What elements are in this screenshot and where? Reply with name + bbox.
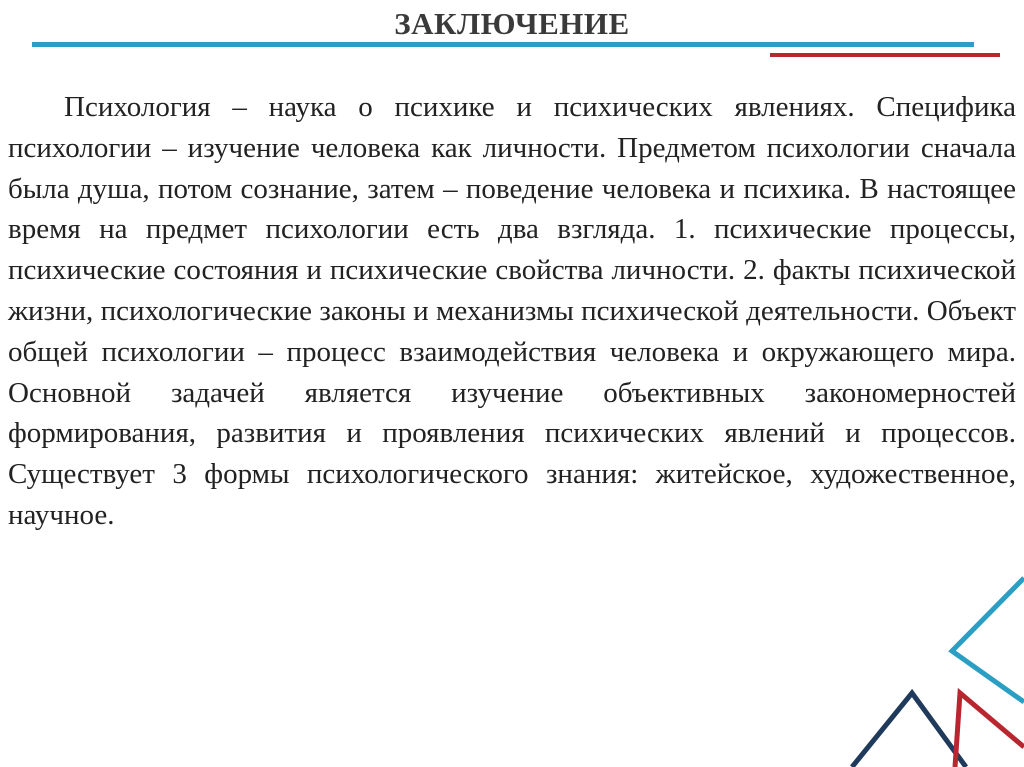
deco-red-chevron xyxy=(955,693,1024,767)
title-underline-red xyxy=(770,53,1000,57)
conclusion-paragraph: Психология – наука о психике и психических явлениях. Специфика психологии – изучение человека как личности. Предметом психологии сначала была душа, потом сознание, затем – поведение человека и психика. В настоящее время на предмет психологии есть два взгляда. 1. психические процессы, психические состояния и психические свойства личности. 2. факты психической жизни, психологические законы и механизмы психической деятельности. Объект общей психологии – процесс взаимодействия человека и окружающего мира. Основной задачей является изучение объективных закономерностей формирования, развития и проявления психических явлений и процессов. Существует 3 формы психологического знания: житейское, художественное, научное. xyxy=(8,91,1016,531)
title-underline-blue xyxy=(32,42,974,47)
slide-title: ЗАКЛЮЧЕНИЕ xyxy=(394,6,630,41)
deco-blue-chevron xyxy=(952,578,1024,702)
deco-navy-chevron xyxy=(852,693,966,767)
